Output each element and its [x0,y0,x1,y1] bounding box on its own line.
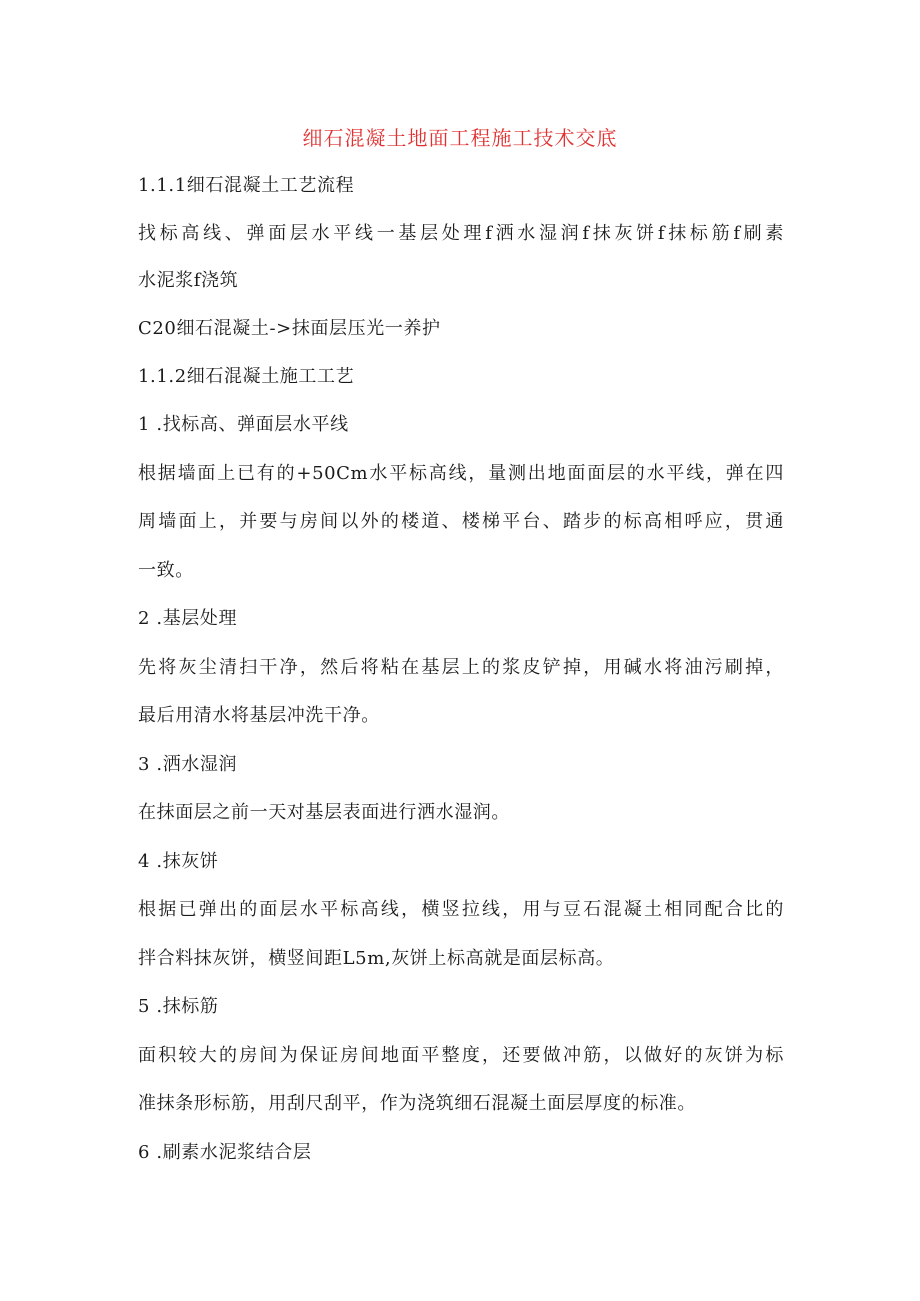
paragraph-line: 找标高线、弹面层水平线一基层处理f洒水湿润f抹灰饼f抹标筋f刷素 [138,223,784,244]
step-heading-6: 6 .刷素水泥浆结合层 [138,1142,312,1163]
paragraph-line: 在抹面层之前一天对基层表面进行洒水湿润。 [138,802,510,823]
paragraph-line: 最后用清水将基层冲洗干净。 [138,705,380,726]
paragraph-line: 一致。 [138,560,194,581]
step-heading-1: 1 .找标高、弹面层水平线 [138,414,349,435]
section-heading-process-flow: 1.1.1细石混凝土工艺流程 [138,175,355,196]
paragraph-line: 水泥浆f浇筑 [138,270,239,291]
step-heading-5: 5 .抹标筋 [138,996,219,1017]
step-heading-3: 3 .洒水湿润 [138,754,238,775]
paragraph-line: 面积较大的房间为保证房间地面平整度，还要做冲筋，以做好的灰饼为标 [138,1045,784,1066]
paragraph-line: 根据已弹出的面层水平标高线，横竖拉线，用与豆石混凝土相同配合比的 [138,899,784,920]
step-heading-4: 4 .抹灰饼 [138,851,219,872]
paragraph-line: 拌合料抹灰饼，横竖间距L5m,灰饼上标高就是面层标高。 [138,948,615,969]
paragraph-line: 先将灰尘清扫干净，然后将粘在基层上的浆皮铲掉，用碱水将油污刷掉， [138,657,784,678]
paragraph-line: 准抹条形标筋，用刮尺刮平，作为浇筑细石混凝土面层厚度的标准。 [138,1093,696,1114]
section-heading-construction-process: 1.1.2细石混凝土施工工艺 [138,366,355,387]
paragraph-line: 周墙面上，并要与房间以外的楼道、楼梯平台、踏步的标高相呼应，贯通 [138,511,784,532]
paragraph-line: C20细石混凝土->抹面层压光一养护 [138,318,441,339]
step-heading-2: 2 .基层处理 [138,608,238,629]
paragraph-line: 根据墙面上已有的+50Cm水平标高线，量测出地面面层的水平线，弹在四 [138,463,784,484]
document-title: 细石混凝土地面工程施工技术交底 [302,126,618,150]
